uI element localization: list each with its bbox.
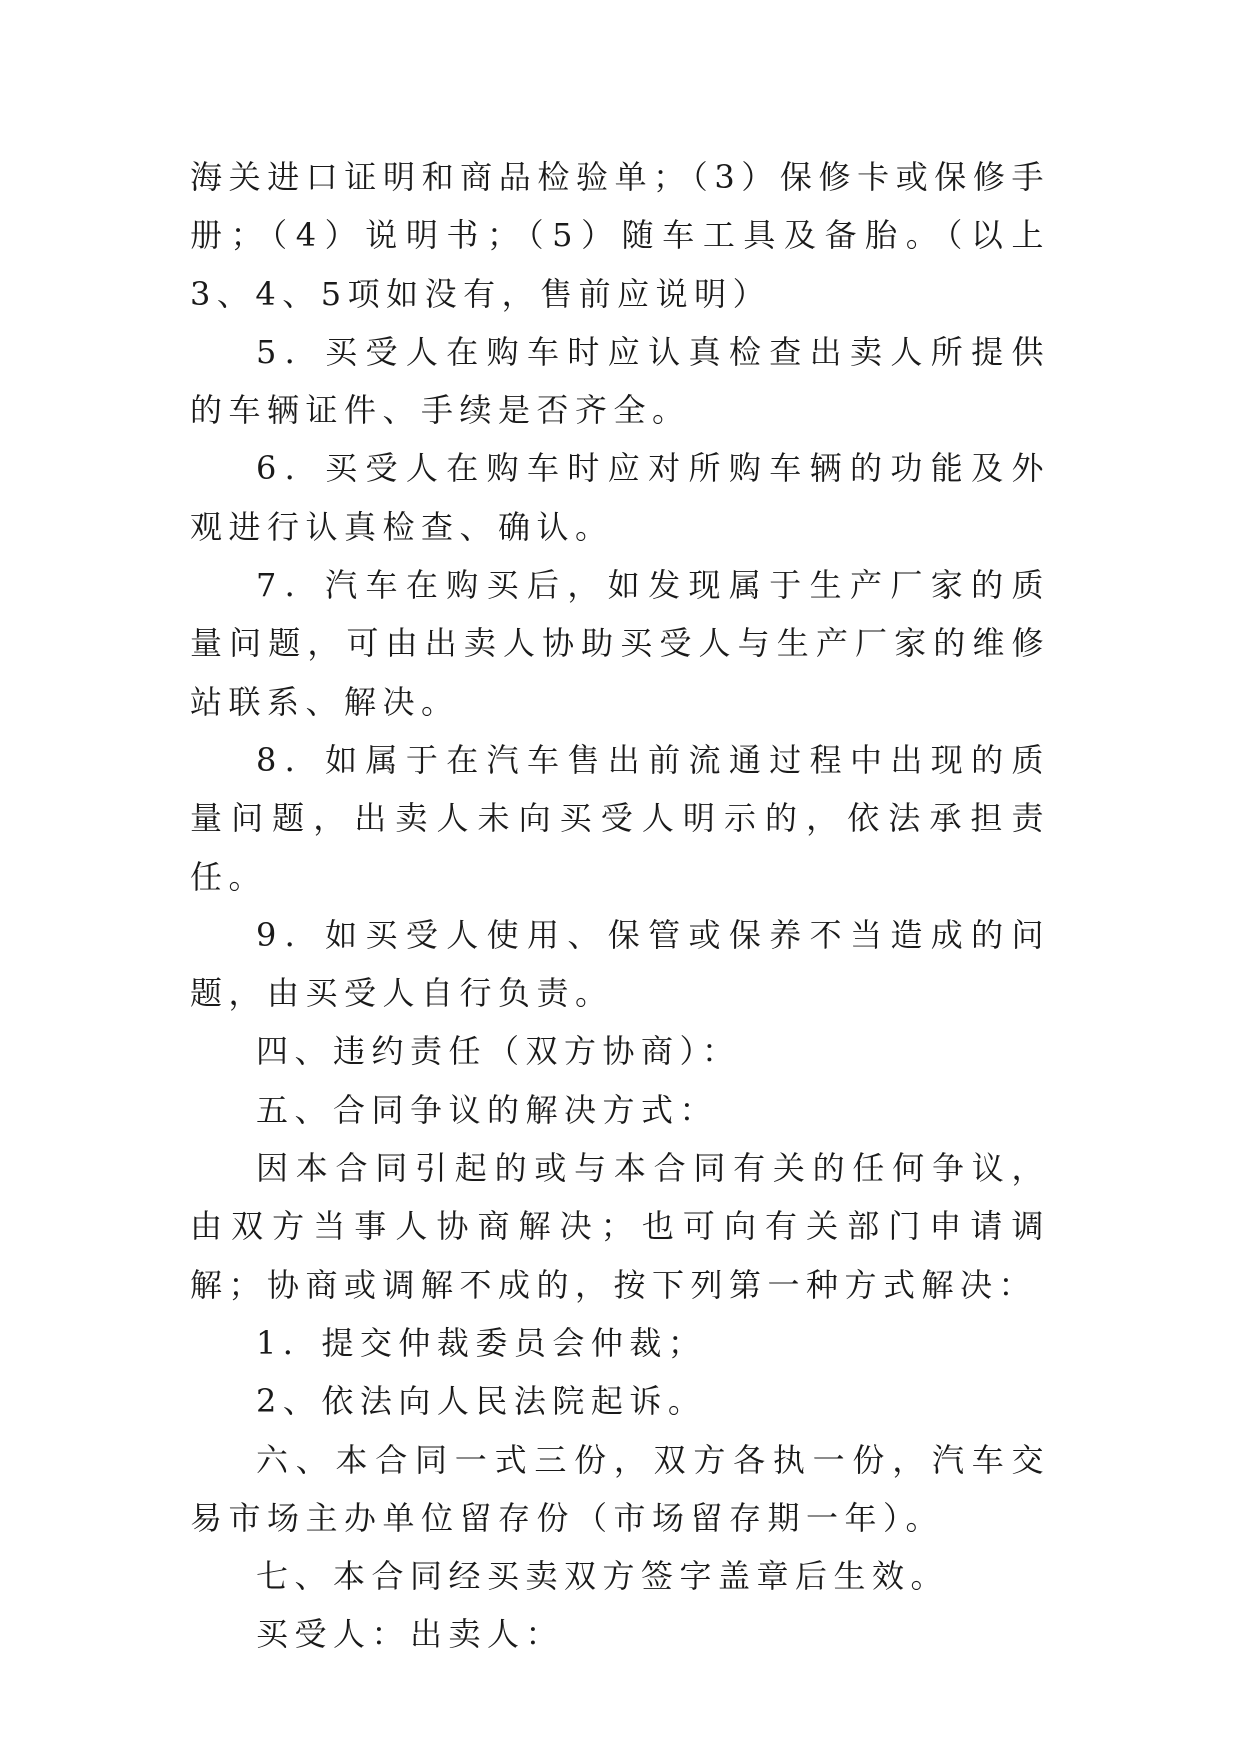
section-effectiveness: 七、本合同经买卖双方签字盖章后生效。 [256, 1557, 950, 1596]
list-item-litigation: 2、依法向人民法院起诉。 [256, 1382, 707, 1421]
section-heading-breach-liability: 四、违约责任（双方协商）： [256, 1032, 741, 1071]
paragraph-clause-7: 7．汽车在购买后，如发现属于生产厂家的质量问题，可由出卖人协助买受人与生产厂家的维修站联系、解决。 [190, 566, 1050, 721]
document-body [190, 148, 1050, 1664]
paragraph-accessories-list: 海关进口证明和商品检验单；（3）保修卡或保修手册；（4）说明书；（5）随车工具及备胎。（以上3、4、5项如没有，售前应说明） [190, 158, 1050, 313]
signature-line: 买受人：出卖人： [256, 1615, 565, 1654]
paragraph-clause-8: 8．如属于在汽车售出前流通过程中出现的质量问题，出卖人未向买受人明示的，依法承担责任。 [190, 740, 1050, 896]
section-copies: 六、本合同一式三份，双方各执一份，汽车交易市场主办单位留存份（市场留存期一年）。 [190, 1440, 1050, 1537]
paragraph-dispute-resolution: 因本合同引起的或与本合同有关的任何争议，由双方当事人协商解决；也可向有关部门申请调解；协商或调解不成的，按下列第一种方式解决： [190, 1149, 1050, 1304]
paragraph-clause-9: 9．如买受人使用、保管或保养不当造成的问题，由买受人自行负责。 [190, 915, 1050, 1013]
section-heading-dispute-resolution: 五、合同争议的解决方式： [256, 1090, 719, 1129]
paragraph-clause-6: 6．买受人在购车时应对所购车辆的功能及外观进行认真检查、确认。 [190, 449, 1050, 546]
list-item-arbitration: 1．提交仲裁委员会仲裁； [256, 1323, 707, 1362]
paragraph-clause-5: 5．买受人在购车时应认真检查出卖人所提供的车辆证件、手续是否齐全。 [190, 332, 1050, 430]
